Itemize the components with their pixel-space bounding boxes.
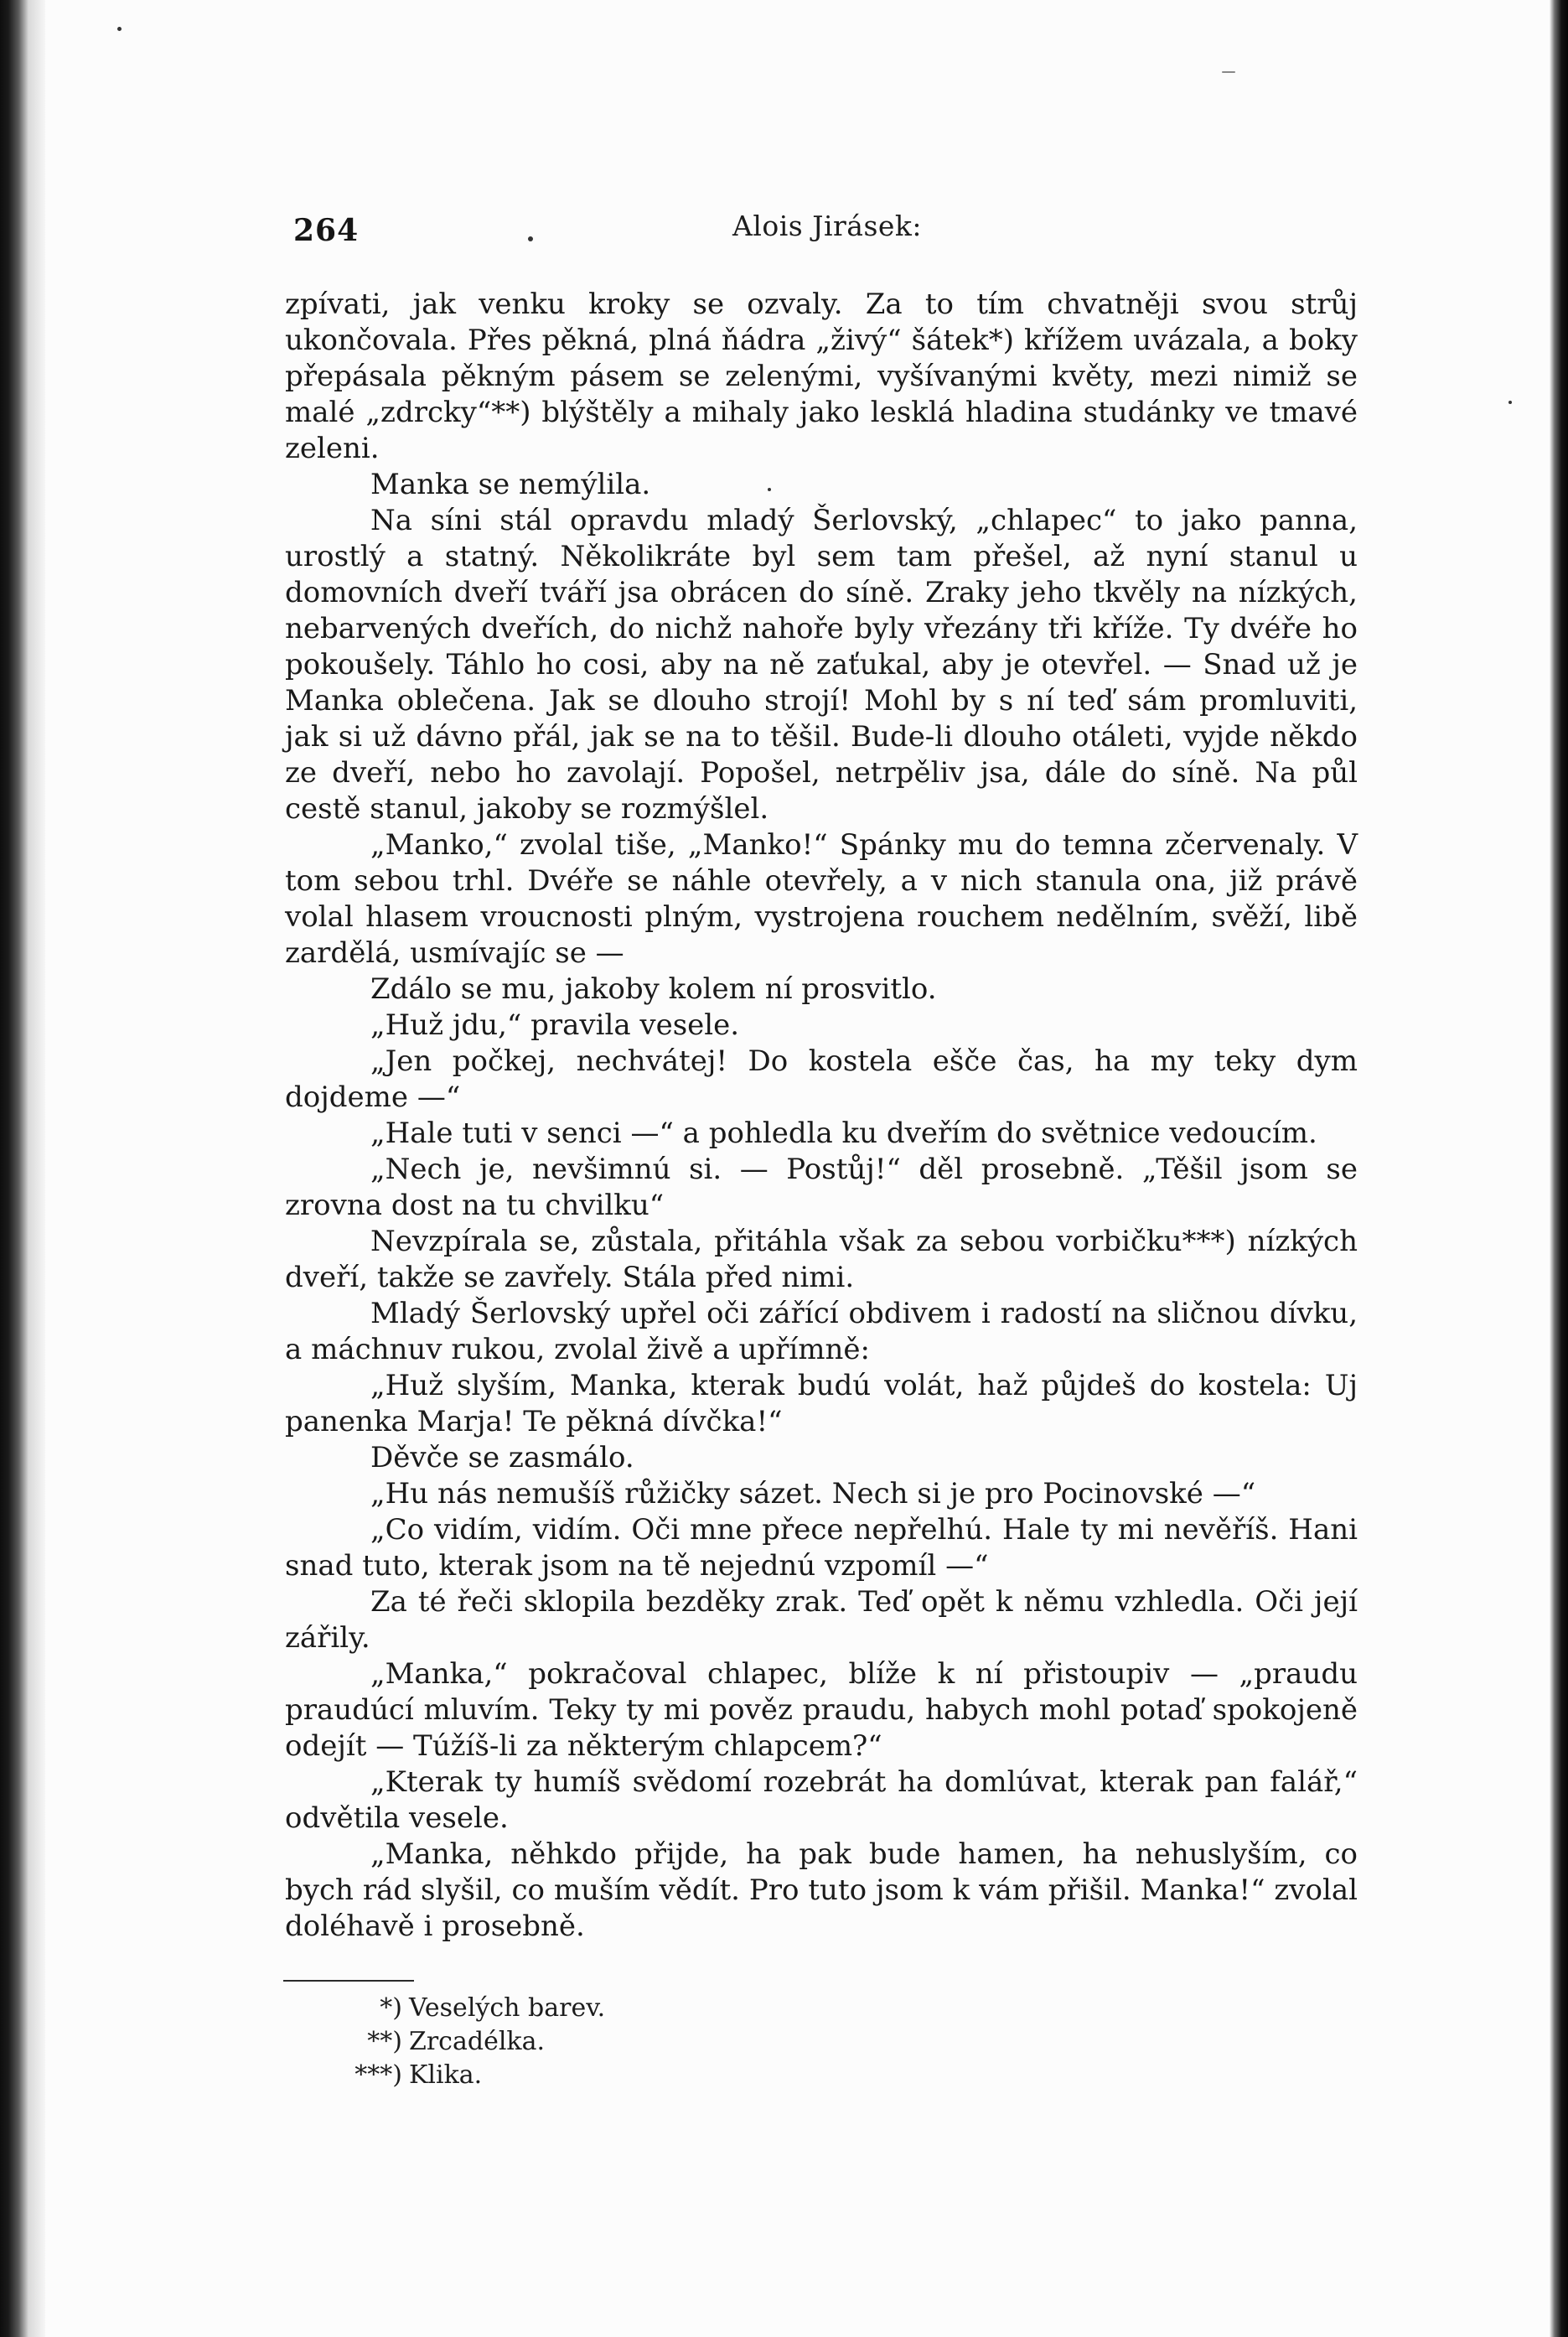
paragraph: „Jen počkej, nechvátej! Do kostela ešče čas, ha my teky dym dojdeme —“ — [285, 1044, 1358, 1114]
paragraph: „Kterak ty humíš svědomí rozebrát ha domlúvat, kterak pan falář,“ odvětila vesele. — [285, 1765, 1358, 1835]
footnote-mark: ***) — [354, 2060, 402, 2090]
body-text — [285, 287, 1358, 1945]
paragraph: zpívati, jak venku kroky se ozvaly. Za to tím chvatněji svou strůj ukončovala. Přes pěkná, plná ňádra „živý“ šátek*) křížem uvázala, a boky přepásala pěkným pásem se zelenými, vyšívanými květy, mezi nimiž se malé „zdrcky“**) blýštěly a mihaly jako lesklá hladina studánky ve tmavé zeleni. — [285, 288, 1358, 465]
paper-speck — [117, 27, 122, 31]
paragraph: Nevzpírala se, zůstala, přitáhla však za sebou vorbičku***) nízkých dveří, takže se zavřely. Stála před nimi. — [285, 1225, 1358, 1294]
paragraph: „Manka,“ pokračoval chlapec, blíže k ní přistoupiv — „praudu praudúcí mluvím. Teky ty mi pověz praudu, habych mohl potaď spokojeně odejít — Túžíš-li za některým chlapcem?“ — [285, 1657, 1358, 1763]
paper-speck — [1508, 401, 1512, 404]
footnote-text: Veselých barev. — [409, 1993, 606, 2023]
footnote-text: Zrcadélka. — [409, 2027, 546, 2056]
paragraph: „Huž slyším, Manka, kterak budú volát, haž půjdeš do kostela: Uj panenka Marja! Te pěkná dívčka!“ — [285, 1369, 1358, 1438]
paragraph: Mladý Šerlovský upřel oči zářící obdivem i radostí na sličnou dívku, a máchnuv rukou, zvolal živě a upřímně: — [285, 1297, 1358, 1366]
page-number: 264 — [293, 213, 360, 248]
footnote — [277, 1992, 605, 2025]
paragraph: „Nech je, nevšimnú si. — Postůj!“ děl prosebně. „Těšil jsom se zrovna dost na tu chvilku“ — [285, 1153, 1358, 1222]
paragraph: Za té řeči sklopila bezděky zrak. Teď opět k němu vzhledla. Oči její zářily. — [285, 1585, 1358, 1655]
footnote-mark: **) — [367, 2027, 402, 2056]
paragraph: „Huž jdu,“ pravila vesele. — [370, 1008, 740, 1042]
page-header — [293, 210, 1392, 260]
footnotes — [277, 1992, 605, 2092]
paragraph: Zdálo se mu, jakoby kolem ní prosvitlo. — [370, 972, 937, 1006]
page-edge-shadow — [1550, 0, 1568, 2337]
paragraph: „Hu nás nemušíš růžičky sázet. Nech si je pro Pocinovské —“ — [370, 1477, 1256, 1510]
paragraph: Na síni stál opravdu mladý Šerlovský, „chlapec“ to jako panna, urostlý a statný. Několikráte byl sem tam přešel, až nyní stanul u domovních dveří tváří jsa obrácen do síně. Zraky jeho tkvěly na nízkých, nebarvených dveřích, do nichž nahoře byly vřezány tři kříže. Ty dvéře ho pokoušely. Táhlo ho cosi, aby na ně zaťukal, aby je otevřel. — Snad už je Manka oblečena. Jak se dlouho strojí! Mohl by s ní teď sám promluviti, jak si už dávno přál, jak se na to těšil. Bude-li dlouho otáleti, vyjde někdo ze dveří, nebo ho zavolají. Popošel, netrpěliv jsa, dále do síně. Na půl cestě stanul, jakoby se rozmýšlel. — [285, 504, 1358, 826]
footnote-divider — [283, 1980, 414, 1982]
footnote-mark: *) — [380, 1993, 402, 2023]
paragraph: „Hale tuti v senci —“ a pohledla ku dveřím do světnice vedoucím. — [370, 1117, 1317, 1150]
paragraph: Děvče se zasmálo. — [370, 1441, 634, 1474]
running-head: Alois Jirásek: — [732, 210, 923, 242]
paragraph: „Manka, něhkdo přijde, ha pak bude hamen, ha nehuslyším, co bych rád slyšil, co muším vědít. Pro tuto jsom k vám přišil. Manka!“ zvolal doléhavě i prosebně. — [285, 1837, 1358, 1943]
paragraph: „Co vidím, vidím. Oči mne přece nepřelhú. Hale ty mi nevěříš. Hani snad tuto, kterak jsom na tě nejednú vzpomíl —“ — [285, 1513, 1358, 1583]
paper-speck — [1222, 71, 1235, 73]
footnote — [277, 2059, 605, 2092]
footnote — [277, 2025, 605, 2059]
paragraph: „Manko,“ zvolal tiše, „Manko!“ Spánky mu do temna zčervenaly. V tom sebou trhl. Dvéře se náhle otevřely, a v nich stanula ona, již právě volal hlasem vroucnosti plným, vystrojena rouchem nedělním, svěží, libě zardělá, usmívajíc se — — [285, 828, 1358, 970]
page-binding-shadow — [0, 0, 45, 2337]
paragraph: Manka se nemýlila. — [370, 468, 651, 501]
footnote-text: Klika. — [409, 2060, 483, 2090]
